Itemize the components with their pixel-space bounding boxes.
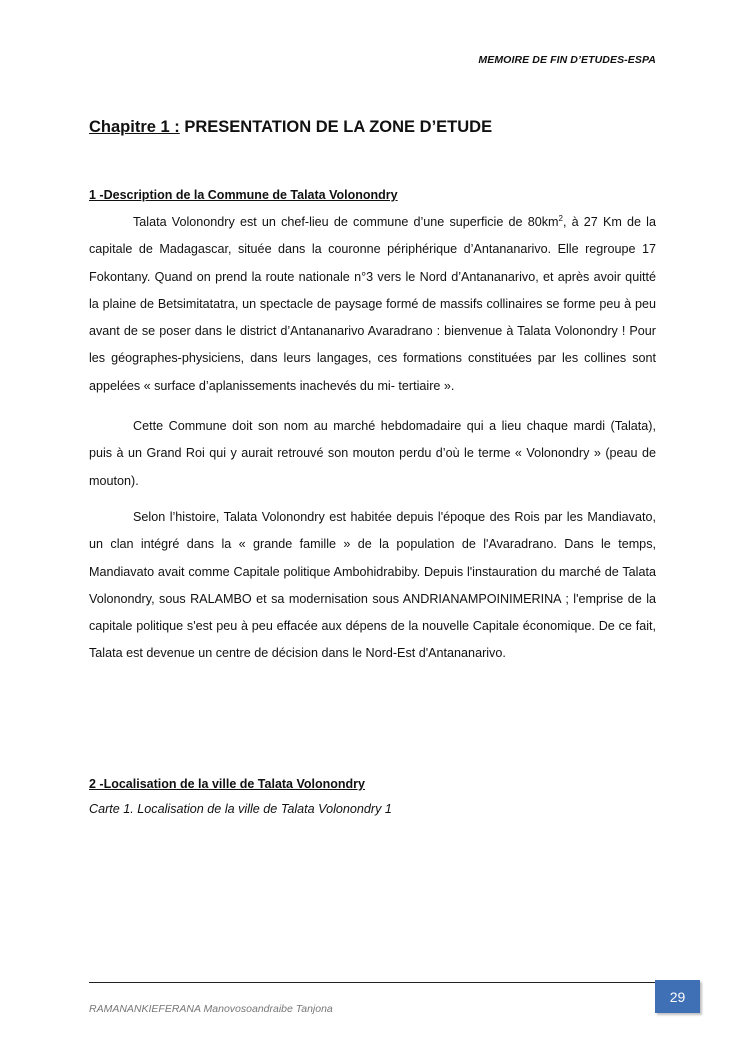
chapter-title xyxy=(89,118,492,137)
paragraph-1 xyxy=(89,209,656,400)
page-number-badge: 29 xyxy=(655,980,700,1013)
running-header: MEMOIRE DE FIN D’ETUDES-ESPA xyxy=(478,54,656,66)
superscript: 2 xyxy=(558,213,563,223)
paragraph-1-text-b: , à 27 Km de la capitale de Madagascar, située dans la couronne périphérique d’Antananarivo. Elle regroupe 17 Fokontany. Quand on prend la route nationale n°3 vers le Nord d’Antananarivo, et après avoir quitté la plaine de Betsimitatatra, un spectacle de paysage formé de massifs collinaires se forme peu à peu avant de se poser dans le district d’Antananarivo Avaradrano : bienvenue à Talata Volonondry ! Pour les géographes-physiciens, dans leurs langages, ces formations constituées par les collines sont appelées « surface d’aplanissements inachevés du mi- tertiaire ». xyxy=(89,215,656,393)
paragraph-2: Cette Commune doit son nom au marché hebdomadaire qui a lieu chaque mardi (Talata), puis à un Grand Roi qui y aurait retrouvé son mouton perdu d’où le terme « Volonondry » (peau de mouton). xyxy=(89,419,656,488)
section-2-heading: 2 -Localisation de la ville de Talata Volonondry xyxy=(89,777,365,791)
chapter-label: Chapitre 1 : xyxy=(89,118,180,136)
section-1-body xyxy=(89,209,656,668)
map-caption: Carte 1. Localisation de la ville de Talata Volonondry 1 xyxy=(89,802,392,816)
footer-rule xyxy=(89,982,656,983)
footer-author: RAMANANKIEFERANA Manovosoandraibe Tanjona xyxy=(89,1003,333,1015)
paragraph-1-text-a: Talata Volonondry est un chef-lieu de commune d’une superficie de 80km xyxy=(133,215,559,229)
paragraph-3: Selon l’histoire, Talata Volonondry est habitée depuis l'époque des Rois par les Mandiavato, un clan intégré dans la « grande famille » de la population de l'Avaradrano. Dans le temps, Mandiavato avait comme Capitale politique Ambohidrabiby. Depuis l'instauration du marché de Talata Volonondry, sous RALAMBO et sa modernisation sous ANDRIANAMPOINIMERINA ; l'emprise de la capitale politique s'est peu à peu effacée aux dépens de la nouvelle Capitale économique. De ce fait, Talata est devenue un centre de décision dans le Nord-Est d'Antananarivo. xyxy=(89,509,656,661)
chapter-heading: PRESENTATION DE LA ZONE D’ETUDE xyxy=(179,118,493,136)
section-1-heading: 1 -Description de la Commune de Talata Volonondry xyxy=(89,188,398,202)
